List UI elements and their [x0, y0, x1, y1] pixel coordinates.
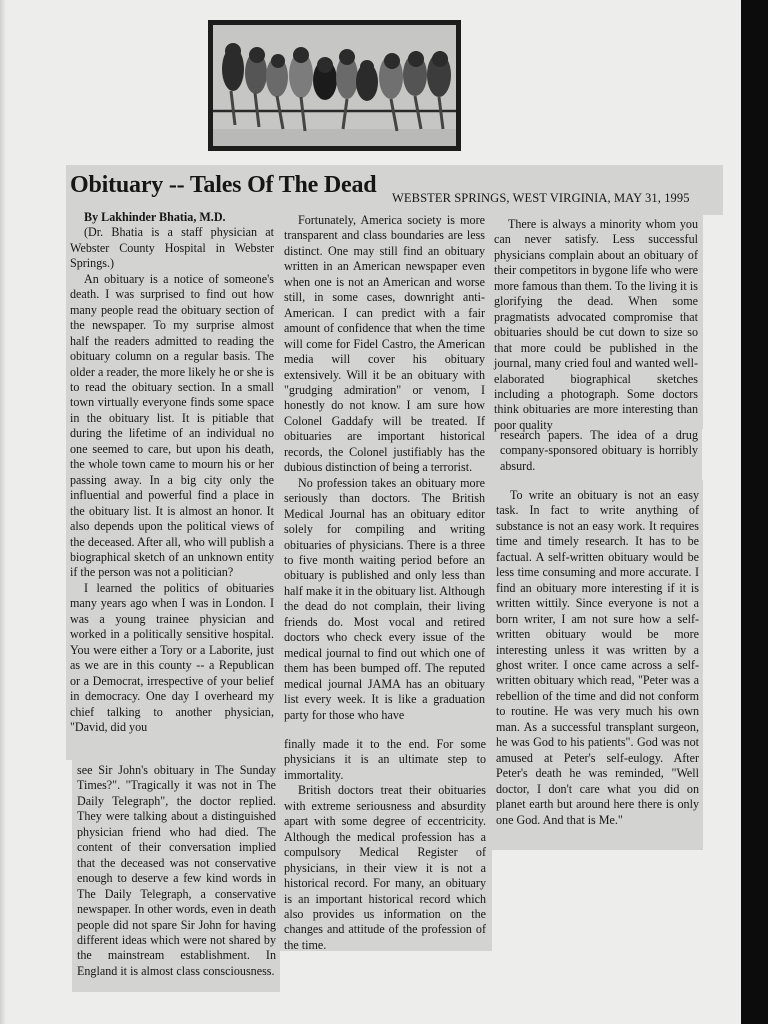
- paragraph: No profession takes an obituary more seriously than doctors. The British Medical Journal has an obituary editor solely for compiling and writing obituaries of physicians. There is a three to five month waiting period before an obituary is published and only less than half make it in the obituary list. Although the dead do not complain, their living friends do. Most vocal and retired doctors who check every issue of the medical journal to find out which one of them has been bumped off. The reputed medical journal JAMA has an obituary list every week. It is like a graduation party for those who have: [284, 475, 485, 722]
- paragraph: There is always a minority whom you can never satisfy. Less successful physicians complain about an obituary of their competitors in bygone life who were more famous than them. To the living it is glorifying the dead. When some pragmatists advocated compromise that obituaries should be cut down to size so that more could be published in the journal, many cried foul and wanted well-elaborated biographical sketches including a photograph. Some doctors think obituaries are more interesting than poor quality: [494, 217, 698, 432]
- paragraph: Fortunately, America society is more transparent and class boundaries are less distinct. One may still find an obituary written in an American newspaper even when one is not an American and worse still, in some cases, downright anti-American. I can predict with a fair amount of confidence that when the time will come for Fidel Castro, the American media will cover his obituary extensively. Will it be an obituary with "grudging admiration" or venom, I honestly do not know. I am sure how Colonel Gaddafy will be treated. If obituaries are important historical records, the Colonel justifiably has the dubious distinction of being a terrorist.: [284, 213, 485, 475]
- column-2-bottom: [284, 737, 486, 953]
- column-2-top: [284, 213, 485, 723]
- paragraph: An obituary is a notice of someone's death. I was surprised to find out how many people read the obituary section of the newspaper. To my surprise almost half the readers admitted to reading the obituary column on a regular basis. The older a reader, the more likely he or she is to read the obituary section. In a small town virtually everyone finds some space in the obituary list. It is pitiable that during the lifetime of an individual no one seemed to care, but upon his death, the whole town came to mourn his or her passing away. In a big city only the influential and powerful find a place in the obituary list. It is almost an honor. It also depends upon the political views of the deceased. After all, who will publish a biographical sketch of an unknown entity if the person was not a politician?: [70, 271, 274, 580]
- paragraph: British doctors treat their obituaries with extreme seriousness and absurdity apart with some degree of eccentricity. Although the medical profession has a compulsory Medical Register of physicians, in their view it is not a historical record. For many, an obituary is an important historical record which also provides us information on the changes and attitude of the profession of the time.: [284, 783, 486, 952]
- paragraph-continued: research papers. The idea of a drug company-sponsored obituary is horribly absurd.: [500, 428, 698, 473]
- paragraph-continued: finally made it to the end. For some physicians it is an ultimate step to immortality.: [284, 737, 486, 782]
- paragraph-continued: see Sir John's obituary in The Sunday Times?". "Tragically it was not in The Daily Telegraph", the doctor replied. They were talking about a distinguished physician friend who had died. The content of their conversation implied that the deceased was not conservative enough to deserve a few kind words in The Daily Telegraph, a conservative newspaper. In other words, even in death people did not spare Sir John for having different ideas which were not shared by the mainstream establishment. In England it is almost class consciousness.: [77, 763, 276, 978]
- column-1-bottom: [77, 763, 276, 979]
- headline: Obituary -- Tales Of The Dead: [70, 172, 377, 198]
- scan-shadow-left: [0, 0, 6, 1024]
- bird-illustration-inner: [213, 25, 456, 146]
- column-1-top: [70, 210, 274, 735]
- column-3-top: [494, 217, 698, 433]
- birds-on-perch-image: [213, 25, 456, 146]
- author-note: (Dr. Bhatia is a staff physician at Webster County Hospital in Webster Springs.): [70, 225, 274, 271]
- paragraph: I learned the politics of obituaries many years ago when I was in London. I was a young trainee physician and worked in a politically sensitive hospital. You were either a Tory or a Laborite, just as we are in this county -- a Republican or a Democrat, irrespective of your belief in democracy. One day I overheard my chief talking to another physician, "David, did you: [70, 580, 274, 734]
- column-3-bottom: [496, 488, 699, 828]
- scan-edge-right: [741, 0, 768, 1024]
- bird-illustration: [208, 20, 461, 151]
- paragraph: To write an obituary is not an easy task. In fact to write anything of substance is not an easy work. It requires time and timely research. It has to be factual. A self-written obituary would be less time consuming and more accurate. I find an obituary more interesting if it is written wittily. Since everyone is not a born writer, I am not sure how a self-written obituary would be more interesting unless it was written by a ghost writer. I once came across a self-written obituary which read, "Peter was a rebellion of the time and did not conform to routine. He was very much his own man. As a successful transplant surgeon, he was God to his patients". God was not amused at Peter's self-eulogy. After Peter's death he was reminded, "Well doctor, I don't care what you did on planet earth but around here there is only one God. And that is Me.": [496, 488, 699, 827]
- dateline: WEBSTER SPRINGS, WEST VIRGINIA, MAY 31, 1995: [392, 191, 690, 205]
- byline: By Lakhinder Bhatia, M.D.: [84, 210, 226, 224]
- column-3-middle: [500, 428, 698, 474]
